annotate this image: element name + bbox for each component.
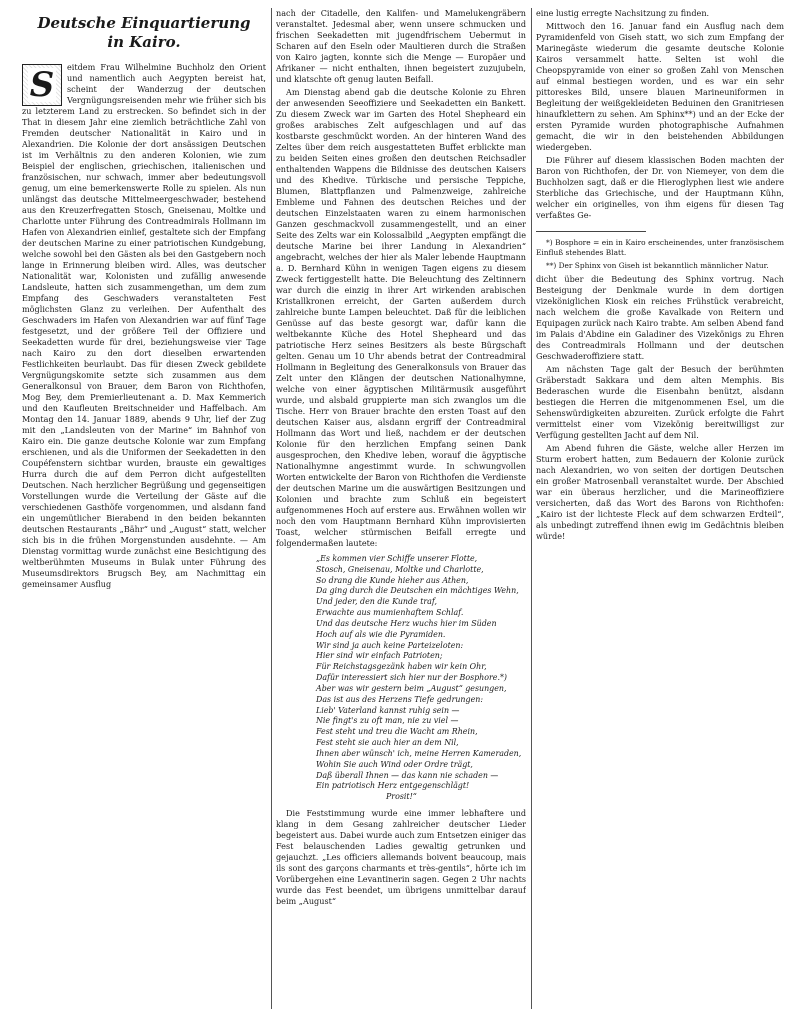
body-paragraph: Am Dienstag abend gab die deutsche Kolonie zu Ehren der anwesenden Seeoffiziere und Seekadetten ein Bankett. Zu diesem Zweck war im Garten des Hotel Shepheard ein großes arabisches Zelt aufgeschlagen und auf das kostbarste geschmückt worden. An der hinteren Wand des Zeltes über dem reich ausgestatteten Buffet erblickte man zu beiden Seiten eines großen den deutschen Reichsadler enthaltenden Wappens die Bildnisse des deutschen Kaisers und des Khedive. Türkische und persische Teppiche, Blumen, Blattpflanzen und Palmenzweige, zahlreiche Embleme und Fahnen des deutschen Reiches und der deutschen Einzelstaaten waren zu einem harmonischen Ganzen geschmackvoll zusammengestellt, und an einer Seite des Zelts war ein Kolossalbild „Aegypten empfängt die deutsche Marine bei ihrer Landung in Alexandrien“ angebracht, welches der hier als Maler lebende Hauptmann a. D. Bernhard Kühn in wenigen Tagen eigens zu diesem Zweck fertiggestellt hatte. Die Beleuchtung des Zeltinnern war durch die einzig in ihrer Art wirkenden arabischen Kristallkronen erreicht, der Garten außerdem durch zahlreiche bunte Lampen beleuchtet. Daß für die leiblichen Genüsse auf das beste gesorgt war, dafür kann die weltbekannte Küche des Hotel Shepheard und das patriotische Herz seines Besitzers als beste Bürgschaft gelten. Genau um 10 Uhr abends betrat der Contreadmiral Hollmann in Begleitung des Generalkonsuls von Brauer das Zelt unter den Klängen der deutschen Nationalhymne, welche von einer ägyptischen Militärmusik ausgeführt wurde, und alsbald gruppierte man sich zwanglos um die Tische. Herr von Brauer brachte den ersten Toast auf den deutschen Kaiser aus, alsdann ergriff der Contreadmiral Hollmann das Wort und ließ, nachdem er der deutschen Kolonie für den herzlichen Empfang seinen Dank ausgesprochen, den Khedive leben, worauf die ägyptische Nationalhymne angestimmt wurde. In schwungvollen Worten entwickelte der Baron von Richthofen die Verdienste der deutschen Marine um die auswärtigen Besitzungen und Kolonien und brachte zum Schluß ein begeistert aufgenommenes Hoch auf erstere aus. Erwähnen wollen wir noch den vom Hauptmann Bernhard Kühn improvisierten Toast, welcher stürmischen Beifall erregte und folgendermaßen lautete: (276, 87, 526, 548)
poem-line: „Es kommen vier Schiffe unserer Flotte, (316, 554, 478, 563)
poem-line: Fest steht und treu die Wacht am Rhein, (316, 727, 478, 737)
column-rule (531, 8, 532, 1009)
footnote: **) Der Sphinx von Giseh ist bekanntlich männlicher Natur. (546, 261, 769, 271)
poem-line: Hier sind wir einfach Patrioten; (316, 651, 443, 661)
poem-line: Prosit!“ (386, 792, 417, 802)
poem-line: Hoch auf als wie die Pyramiden. (316, 629, 446, 639)
body-paragraph: Die Führer auf diesem klassischen Boden machten der Baron von Richthofen, der Dr. von Niemeyer, von dem die Buchholzen sagt, daß er die Hieroglyphen liest wie andere Sterbliche das Griechische, und der Hauptmann Kühn, welcher ein originelles, von ihm eigens für diesen Tag verfaßtes Ge- (536, 155, 784, 220)
body-paragraph: Am Abend fuhren die Gäste, welche aller Herzen im Sturm erobert hatten, zum Bedauern der Kolonie zurück nach Alexandrien, wo von seiten der dortigen Deutschen ein großer Matrosenball veranstaltet wurde. Der Abschied war ein überaus herzlicher, und die Marineoffiziere versicherten, daß das Wort des Barons von Richthofen: „Kairo ist der lichteste Fleck auf dem schwarzen Erdteil“, als unbedingt zutreffend ihnen ewig im Gedächtnis bleiben würde! (536, 443, 784, 542)
article-title-line1: Deutsche Einquartierung (37, 14, 251, 32)
column-rule (271, 8, 272, 1009)
poem-line: Das ist aus des Herzens Tiefe gedrungen: (316, 694, 483, 704)
poem-line: Dafür interessiert sich hier nur der Bosphore.*) (316, 673, 507, 683)
footnote: *) Bosphore = ein in Kairo erscheinendes, unter französischem Einfluß stehendes Blatt. (536, 238, 784, 258)
column-right (536, 8, 784, 1011)
poem-line: Stosch, Gneisenau, Moltke und Charlotte, (316, 564, 484, 574)
column-left (22, 8, 266, 1011)
column-middle (276, 8, 526, 1011)
body-paragraph: Die Feststimmung wurde eine immer lebhaftere und klang in dem Gesang zahlreicher deutscher Lieder begeistert aus. Dabei wurde auch zum Entsetzen einiger das Fest belauschenden Ladies gewaltig getrunken und gejauchzt. „Les officiers allemands boivent beaucoup, mais ils sont des garçons charmants et très-gentils“, hörte ich im Vorübergehen eine Levantinerin sagen. Gegen 2 Uhr nachts wurde das Fest beendet, um übrigens unmittelbar darauf beim „August“ (276, 808, 526, 907)
toast-poem (316, 554, 526, 803)
poem-line: Daß überall Ihnen — das kann nie schaden — (316, 770, 499, 780)
poem-line: Aber was wir gestern beim „August“ gesungen, (316, 683, 507, 693)
poem-line: Erwachte aus mumienhaftem Schlaf. (316, 608, 464, 618)
article-title (22, 14, 266, 52)
poem-line: Wir sind ja auch keine Parteizeloten: (316, 640, 464, 650)
poem-line: Da ging durch die Deutschen ein mächtiges Wehn, (316, 586, 519, 596)
article-title-line2: in Kairo. (107, 32, 181, 51)
poem-line: Wohin Sie auch Wind oder Ordre trägt, (316, 759, 473, 769)
drop-cap-initial (22, 64, 62, 106)
poem-line: Lieb' Vaterland kannst ruhig sein — (316, 705, 460, 715)
body-paragraph: nach der Citadelle, den Kalifen- und Mamelukengräbern veranstaltet. Jedesmal aber, wenn unsere schmucken und frischen Seekadetten mit jugendfrischem Uebermut in Scharen auf den Eseln oder Maultieren durch die Straßen von Kairo jagten, konnte sich die Menge — Europäer und Afrikaner — nicht enthalten, ihnen begeistert zuzujubeln, und klatschte oft genug lauten Beifall. (276, 8, 526, 84)
poem-line: Und jeder, den die Kunde traf, (316, 597, 438, 607)
poem-line: Ein patriotisch Herz entgegenschlägt! (316, 781, 470, 791)
poem-line: So drang die Kunde hieher aus Athen, (316, 575, 469, 585)
body-paragraph: eine lustig erregte Nachsitzung zu finden. (536, 8, 710, 18)
body-paragraph: Mittwoch den 16. Januar fand ein Ausflug nach dem Pyramidenfeld von Giseh statt, wo sich zum Empfang der Marinegäste wiederum die gesamte deutsche Kolonie Kairos versammelt hatte. Selten ist wohl die Cheopspyramide von einer so großen Zahl von Menschen auf einmal bestiegen worden, und es war ein sehr pittoreskes Bild, unsere blauen Marineuniformen in Begleitung der weißgekleideten Beduinen den Granitriesen hinaufklettern zu sehen. Am Sphinx**) und an der Ecke der ersten Pyramide wurden photographische Aufnahmen gemacht, die wir in den beistehenden Abbildungen wiedergeben. (536, 21, 784, 152)
poem-line: Fest steht sie auch hier an dem Nil, (316, 738, 459, 748)
poem-line: Ihnen aber wünsch' ich, meine Herren Kameraden, (316, 748, 522, 758)
poem-line: Für Reichstagsgezänk haben wir kein Ohr, (316, 662, 487, 672)
poem-line: Nie fingt's zu oft man, nie zu viel — (316, 716, 459, 726)
footnote-separator (536, 231, 646, 232)
drop-cap-letter: S (29, 64, 55, 105)
body-paragraph: dicht über die Bedeutung des Sphinx vortrug. Nach Besteigung der Denkmale wurde in dem dortigen vizeköniglichen Kiosk ein reiches Frühstück verabreicht, nach welchem die große Kavalkade von Reitern und Equipagen zurück nach Kairo trabte. Am selben Abend fand im Palais d'Abdine ein Galadiner des Vizekönigs zu Ehren des Contreadmirals Hollmann und der deutschen Geschwaderoffiziere statt. (536, 274, 784, 362)
body-paragraph: eitdem Frau Wilhelmine Buchholz den Orient und namentlich auch Aegypten bereist hat, scheint der Wanderzug der deutschen Vergnügungsreisenden mehr wie früher sich bis zu letzterem Land zu erstrecken. So befindet sich in der That in diesem Jahr eine ziemlich beträchtliche Zahl von Fremden deutscher Nationalität in Kairo und in Alexandrien. Die Kolonie der dort ansässigen Deutschen ist im Verhältnis zu den anderen Kolonien, wie zum Beispiel der englischen, griechischen, italienischen und französischen, nur schwach, immer aber bedeutungsvoll genug, um eine bemerkenswerte Rolle zu spielen. Als nun unlängst das deutsche Mittelmeergeschwader, bestehend aus den Kreuzerfregatten Stosch, Gneisenau, Moltke und Charlotte unter Führung des Contreadmirals Hollmann im Hafen von Alexandrien einlief, gestaltete sich der Empfang der deutschen Marine zu einer patriotischen Kundgebung, welche sowohl bei den Gästen als bei den Gastgebern noch lange in Erinnerung bleiben wird. Alles, was deutscher Nationalität war, Kolonisten und zufällig anwesende Landsleute, hatten sich zusammengethan, um dem zum Empfang des Geschwaders veranstalteten Fest möglichsten Glanz zu verleihen. Der Aufenthalt des Geschwaders im Hafen von Alexandrien war auf fünf Tage festgesetzt, und der größere Teil der Offiziere und Seekadetten wurde für drei, beziehungsweise vier Tage nach Kairo zu den dort dieselben erwartenden Festlichkeiten beurlaubt. Das für diesen Zweck gebildete Vergnügungskomite setzte sich zusammen aus dem Generalkonsul von Brauer, dem Baron von Richthofen, Mog Bey, dem Premierlieutenant a. D. Max Kemmerich und den Kaufleuten Breitschneider und Haffelbach. Am Montag den 14. Januar 1889, abends 9 Uhr, lief der Zug mit den „Landsleuten von der Marine“ im Bahnhof von Kairo ein. Die ganze deutsche Kolonie war zum Empfang erschienen, und als die Uniformen der Seekadetten in den Coupéfenstern sichtbar wurden, brauste ein gewaltiges Hurra durch die auf dem Perron dicht aufgestellten Deutschen. Nach herzlicher Begrüßung und gegenseitigen Vorstellungen wurde die Verteilung der Gäste auf die verschiedenen Gasthöfe vorgenommen, und alsdann fand ein ungemütlicher Bierabend in den beiden bekannten deutschen Restaurants „Bähr“ und „August“ statt, welcher sich bis in die frühen Morgenstunden ausdehnte. — Am Dienstag vormittag wurde zunächst eine Besichtigung des weltberühmten Museums in Bulak unter Führung des Museumsdirektors Brugsch Bey, am Nachmittag ein gemeinsamer Ausflug (22, 61, 266, 589)
poem-line: Und das deutsche Herz wuchs hier im Süden (316, 618, 497, 628)
body-paragraph: Am nächsten Tage galt der Besuch der berühmten Gräberstadt Sakkara und dem alten Memphis. Bis Bederaschen wurde die Eisenbahn benützt, alsdann bestiegen die Herren die mitgenommenen Esel, um die Sehenswürdigkeiten abzureiten. Zurück erfolgte die Fahrt vermittelst einer vom Vizekönig bereitwilligst zur Verfügung gestellten Jacht auf dem Nil. (536, 364, 784, 441)
